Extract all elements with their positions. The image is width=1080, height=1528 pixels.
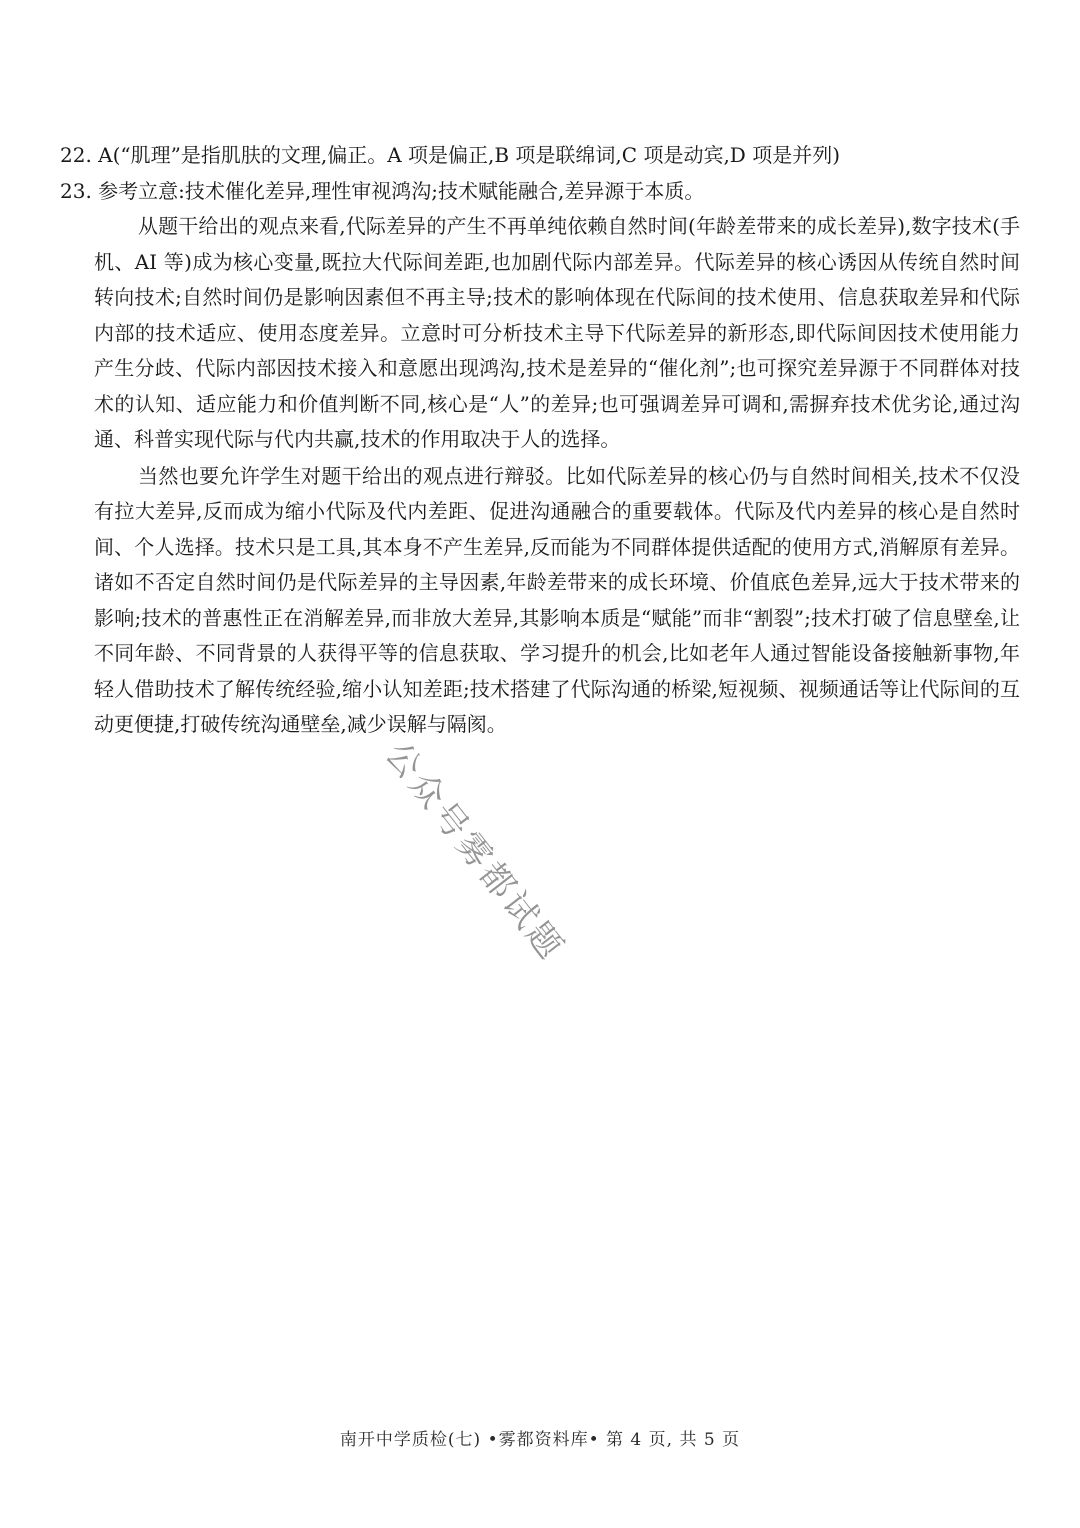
answer-item-23: 23. 参考立意:技术催化差异,理性审视鸿沟;技术赋能融合,差异源于本质。	[60, 178, 705, 203]
page-footer: 南开中学质检(七) •雾都资料库• 第 4 页, 共 5 页	[339, 1430, 741, 1450]
essay-paragraph: 从题干给出的观点来看,代际差异的产生不再单纯依赖自然时间(年龄差带来的成长差异),数字技术(手机、AI 等)成为核心变量,既拉大代际间差距,也加剧代际内部差异。代际差异的核心诱因从传统自然时间转向技术;自然时间仍是影响因素但不再主导;技术的影响体现在代际间的技术使用、信息获取差异和代际内部的技术适应、使用态度差异。立意时可分析技术主导下代际差异的新形态,即代际间因技术使用能力产生分歧、代际内部因技术接入和意愿出现鸿沟,技术是差异的“催化剂”;也可探究差异源于不同群体对技术的认知、适应能力和价值判断不同,核心是“人”的差异;也可强调差异可调和,需摒弃技术优劣论,通过沟通、科普实现代际与代内共赢,技术的作用取决于人的选择。	[94, 214, 1020, 451]
answer-content	[60, 138, 1020, 743]
watermark: 公众号雾都试题	[377, 734, 573, 970]
essay-paragraph: 当然也要允许学生对题干给出的观点进行辩驳。比如代际差异的核心仍与自然时间相关,技术不仅没有拉大差异,反而成为缩小代际及代内差距、促进沟通融合的重要载体。代际及代内差异的核心是自然时间、个人选择。技术只是工具,其本身不产生差异,反而能为不同群体提供适配的使用方式,消解原有差异。诸如不否定自然时间仍是代际差异的主导因素,年龄差带来的成长环境、价值底色差异,远大于技术带来的影响;技术的普惠性正在消解差异,而非放大差异,其影响本质是“赋能”而非“割裂”;技术打破了信息壁垒,让不同年龄、不同背景的人获得平等的信息获取、学习提升的机会,比如老年人通过智能设备接触新事物,年轻人借助技术了解传统经验,缩小认知差距;技术搭建了代际沟通的桥梁,短视频、视频通话等让代际间的互动更便捷,打破传统沟通壁垒,减少误解与隔阂。	[94, 463, 1020, 736]
answer-item-22: 22. A(“肌理”是指肌肤的文理,偏正。A 项是偏正,B 项是联绵词,C 项是动宾,D 项是并列)	[60, 143, 840, 167]
